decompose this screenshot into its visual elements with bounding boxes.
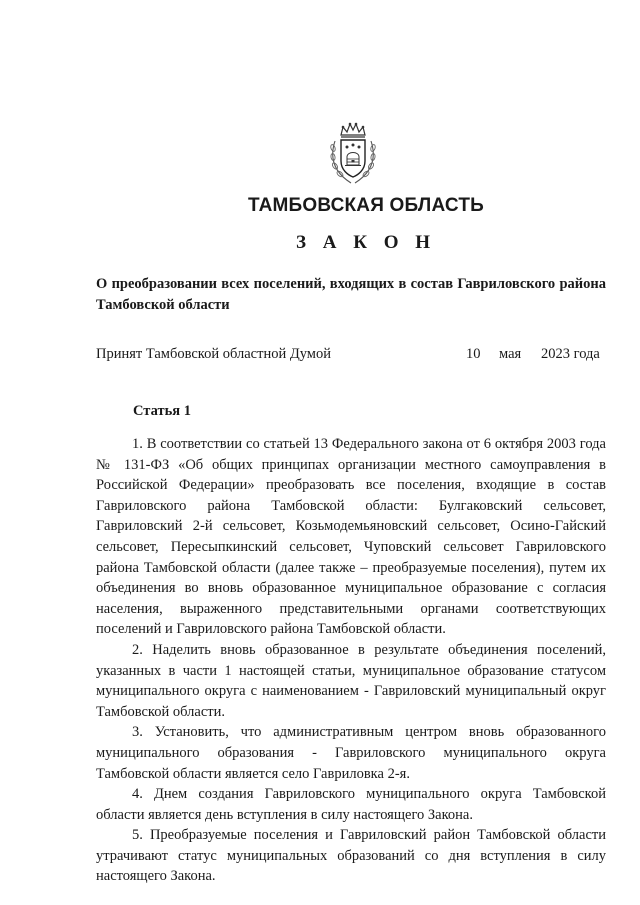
- adoption-day: 10: [466, 346, 481, 362]
- coat-of-arms-icon: [327, 121, 379, 187]
- article-paragraph: 1. В соответствии со статьей 13 Федерального закона от 6 октября 2003 года № 131-ФЗ «Об общих принципах организации местного самоуправления в Российской Федерации» преобразовать все поселения, входящие в состав Гавриловского района Тамбовской области: Булгаковский сельсовет, Гавриловский 2-й сельсовет, Козьмодемьяновский сельсовет, Осино-Гайский сельсовет, Пересыпкинский сельсовет, Чуповский сельсовет Гавриловского района Тамбовской области (далее также – преобразуемые поселения), путем их объединения во вновь образованное муниципальное образование с согласия населения, выраженного представительными органами соответствующих поселений и Гавриловского района Тамбовской области.: [96, 436, 606, 638]
- article-paragraph: 4. Днем создания Гавриловского муниципального округа Тамбовской области является день вступления в силу настоящего Закона.: [96, 786, 606, 823]
- article-paragraph: 3. Установить, что административным центром вновь образованного муниципального образования - Гавриловского муниципального округа Тамбовской области является село Гавриловка 2-я.: [96, 724, 606, 782]
- article-paragraph: 2. Наделить вновь образованное в результате объединения поселений, указанных в части 1 настоящей статьи, муниципальное образование статусом муниципального округа с наименованием - Гавриловский муниципальный округ Тамбовской области.: [96, 641, 606, 720]
- adoption-month: мая: [499, 346, 522, 362]
- adoption-year: 2023 года: [541, 346, 600, 362]
- article-body: [96, 434, 606, 887]
- document-type: З А К О Н: [295, 232, 437, 253]
- article-paragraph: 5. Преобразуемые поселения и Гавриловский район Тамбовской области утрачивают статус муниципальных образований со дня вступления в силу настоящего Закона.: [96, 827, 606, 885]
- region-title: ТАМБОВСКАЯ ОБЛАСТЬ: [247, 195, 485, 216]
- adopted-by: Принят Тамбовской областной Думой: [96, 346, 331, 362]
- article-heading: Статья 1: [133, 403, 191, 419]
- law-title: О преобразовании всех поселений, входящих в состав Гавриловского района Тамбовской области: [96, 276, 606, 313]
